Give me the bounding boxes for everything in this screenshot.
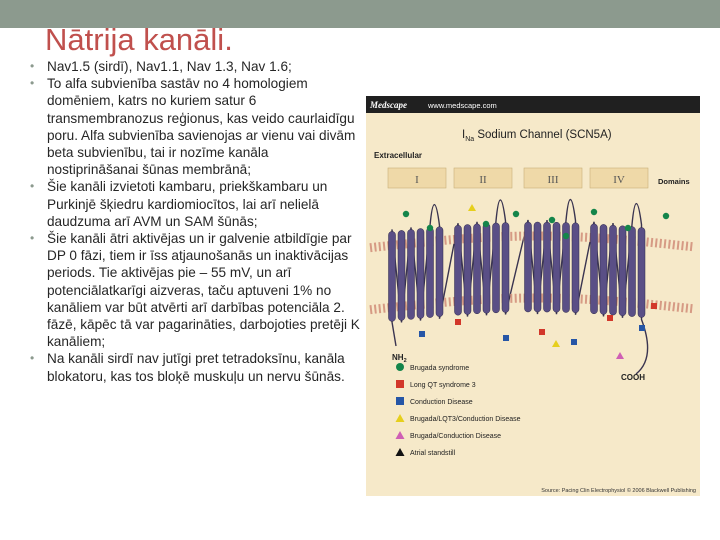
extracellular-label: Extracellular xyxy=(374,151,423,160)
brugada-marker xyxy=(663,213,669,219)
medscape-url: www.medscape.com xyxy=(428,101,497,110)
brugada-marker xyxy=(427,225,433,231)
brugada-marker xyxy=(403,211,409,217)
transmembrane-helix xyxy=(474,224,481,314)
legend-label: Long QT syndrome 3 xyxy=(410,382,476,389)
figure-source: Source: Pacing Clin Electrophysiol © 2006 Blackwell Publishing xyxy=(541,488,696,494)
brugada-marker xyxy=(513,211,519,217)
slide-title: Nātrija kanāli. xyxy=(45,22,233,57)
transmembrane-helix xyxy=(493,223,500,313)
transmembrane-helix xyxy=(544,222,551,312)
long-qt-marker xyxy=(651,303,657,309)
transmembrane-helix xyxy=(572,223,579,313)
transmembrane-helix xyxy=(553,222,560,312)
transmembrane-helix xyxy=(534,222,541,312)
transmembrane-helix xyxy=(436,227,443,317)
long-qt-marker xyxy=(539,329,545,335)
transmembrane-helix xyxy=(629,227,636,317)
domain-numeral: IV xyxy=(613,174,625,186)
domain-numeral: III xyxy=(547,174,559,186)
legend-label: Atrial standstill xyxy=(410,450,456,457)
legend-label: Conduction Disease xyxy=(410,399,473,406)
transmembrane-helix xyxy=(502,223,509,313)
medscape-logo: Medscape xyxy=(370,100,407,110)
bullet-item: • To alfa subvienība sastāv no 4 homologiem domēniem, katrs no kuriem satur 6 transmembranozus reģionus, kas veido caurlaidīgu poru. Alfa subvienība savienojas ar vienu vai divām beta subvienību, tai ir nozīme kanāla nostiprināšanai šūnas membrānā; xyxy=(30,75,360,178)
transmembrane-helix xyxy=(455,225,462,315)
transmembrane-helix xyxy=(619,226,626,316)
brugada-marker xyxy=(483,221,489,227)
transmembrane-helix xyxy=(389,231,396,321)
brugada-marker xyxy=(563,233,569,239)
transmembrane-helix xyxy=(398,230,405,320)
cooh-label: COOH xyxy=(621,373,645,382)
legend-swatch-long-qt xyxy=(396,380,404,388)
transmembrane-helix xyxy=(464,225,471,315)
transmembrane-helix xyxy=(610,225,617,315)
legend-swatch-brugada xyxy=(396,363,404,371)
legend-label: Brugada/Conduction Disease xyxy=(410,433,502,440)
conduction-marker xyxy=(419,331,425,337)
transmembrane-helix xyxy=(417,229,424,319)
bullet-item: • Šie kanāli ātri aktivējas un ir galvenie atbildīgie par DP 0 fāzi, tiem ir īss atjaunošanās un inaktivācijas periods. Tie aktivējas pie – 55 mV, un arī potenciālatkarīgi aizveras, taču aptuveni 1% no kanāliem var būt atvērti arī darbības potenciāla 2. fāzē, kāpēc tā var pagarināties, darbojoties pretēji K kanāliem; xyxy=(30,230,360,350)
domain-numeral: II xyxy=(479,174,487,186)
conduction-marker xyxy=(639,325,645,331)
transmembrane-helix xyxy=(591,224,598,314)
conduction-marker xyxy=(503,335,509,341)
conduction-marker xyxy=(571,339,577,345)
legend-swatch-conduction xyxy=(396,397,404,405)
bullet-item: • Šie kanāli izvietoti kambaru, priekškambaru un Purkinjē šķiedru kardiomiocītos, lai arī nelielā daudzuma arī AVM un SAM šūnās; xyxy=(30,178,360,230)
brugada-marker xyxy=(591,209,597,215)
long-qt-marker xyxy=(455,319,461,325)
transmembrane-helix xyxy=(600,224,607,314)
channel-title: $I_{Na}$ Sodium Channel (SCN5A) xyxy=(462,129,612,143)
sodium-channel-figure xyxy=(366,96,700,496)
figure-header-bar xyxy=(366,96,700,113)
legend-label: Brugada/LQT3/Conduction Disease xyxy=(410,416,521,423)
bullet-list xyxy=(30,58,360,385)
bullet-item: • Nav1.5 (sirdī), Nav1.1, Nav 1.3, Nav 1.6; xyxy=(30,58,360,75)
transmembrane-helix xyxy=(638,228,645,318)
domains-label: Domains xyxy=(658,177,690,186)
long-qt-marker xyxy=(607,315,613,321)
nh2-label: $NH_2$ xyxy=(392,353,407,364)
bullet-item: • Na kanāli sirdī nav jutīgi pret tetradoksīnu, kanāla blokatoru, kas tos bloķē muskuļu un nervu šūnās. xyxy=(30,350,360,384)
transmembrane-helix xyxy=(408,229,415,319)
transmembrane-helix xyxy=(525,222,532,312)
domain-numeral: I xyxy=(415,174,419,186)
transmembrane-helix xyxy=(427,228,434,318)
transmembrane-helix xyxy=(483,223,490,313)
brugada-marker xyxy=(549,217,555,223)
sodium-channel-diagram xyxy=(366,96,700,496)
legend-label: Brugada syndrome xyxy=(410,365,470,372)
brugada-marker xyxy=(625,225,631,231)
